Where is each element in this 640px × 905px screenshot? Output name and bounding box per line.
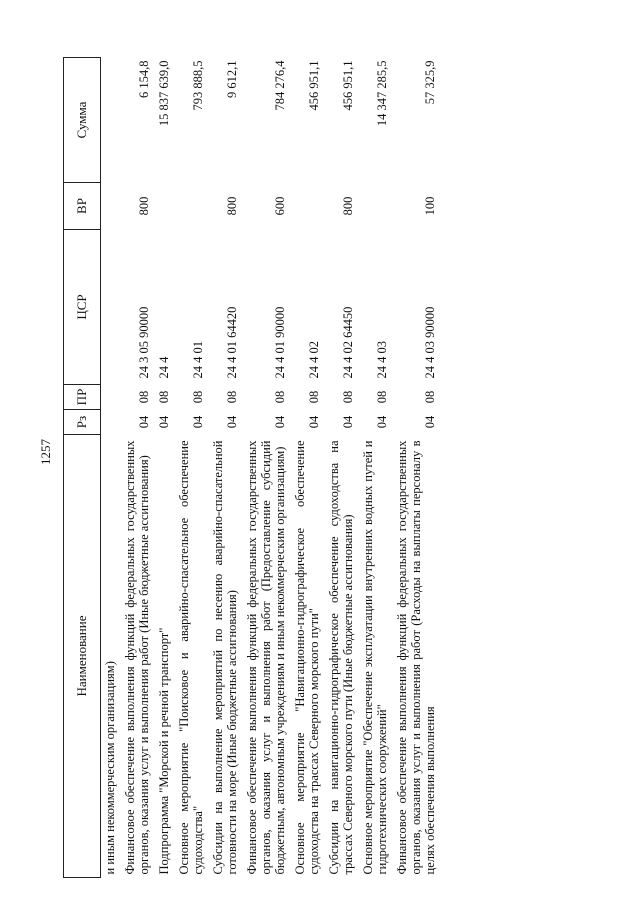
row-vr bbox=[361, 183, 395, 230]
table-row bbox=[157, 58, 177, 878]
table-row bbox=[177, 58, 211, 878]
row-sum: 784 276,4 bbox=[273, 60, 287, 111]
row-csr: 24 4 02 bbox=[307, 341, 321, 379]
row-pr: 08 bbox=[423, 390, 437, 404]
row-sum: 57 325,9 bbox=[423, 60, 437, 105]
row-rz: 04 bbox=[137, 415, 151, 429]
row-name: Субсидии на навигационно-гидрографическое обеспечение судоходства на трассах Северного морского пути (Иные бюджетные ассигнования) bbox=[327, 440, 355, 875]
row-csr bbox=[101, 230, 124, 385]
table-header-row bbox=[64, 58, 101, 878]
row-rz: 04 bbox=[273, 415, 287, 429]
row-sum: 14 347 285,5 bbox=[375, 60, 389, 127]
row-csr: 24 4 01 64420 bbox=[225, 306, 239, 379]
row-csr: 24 4 02 64450 bbox=[341, 306, 355, 379]
row-sum: 6 154,8 bbox=[137, 60, 151, 98]
row-sum: 9 612,1 bbox=[225, 60, 239, 98]
row-pr: 08 bbox=[191, 390, 205, 404]
budget-table-container bbox=[63, 58, 605, 878]
row-rz: 04 bbox=[225, 415, 239, 429]
table-row bbox=[293, 58, 327, 878]
row-sum: 793 888,5 bbox=[191, 60, 205, 111]
header-pr: ПР bbox=[64, 385, 101, 410]
row-name: и иным некоммерческим организациям) bbox=[103, 661, 117, 875]
row-sum bbox=[101, 58, 124, 183]
row-pr: 08 bbox=[375, 390, 389, 404]
row-rz: 04 bbox=[375, 415, 389, 429]
row-rz: 04 bbox=[307, 415, 321, 429]
row-vr bbox=[177, 183, 211, 230]
header-rz: Рз bbox=[64, 410, 101, 435]
row-rz: 04 bbox=[341, 415, 355, 429]
row-vr bbox=[101, 183, 124, 230]
row-rz: 04 bbox=[157, 415, 171, 429]
row-sum: 15 837 639,0 bbox=[157, 60, 171, 127]
table-row bbox=[211, 58, 245, 878]
row-name: Финансовое обеспечение выполнения функций федеральных государственных органов, оказания услуг и выполнения работ (Расходы на выплаты персоналу в целях обеспечения выполнения bbox=[395, 440, 437, 875]
header-sum: Сумма bbox=[64, 58, 101, 183]
row-vr: 800 bbox=[137, 196, 151, 216]
row-pr bbox=[101, 385, 124, 410]
header-csr: ЦСР bbox=[64, 230, 101, 385]
row-pr: 08 bbox=[341, 390, 355, 404]
row-vr bbox=[293, 183, 327, 230]
row-pr: 08 bbox=[137, 390, 151, 404]
budget-table bbox=[63, 57, 443, 878]
row-vr: 800 bbox=[225, 196, 239, 216]
row-pr: 08 bbox=[273, 390, 287, 404]
row-pr: 08 bbox=[307, 390, 321, 404]
page-number: 1257 bbox=[38, 439, 53, 465]
table-row bbox=[101, 58, 124, 878]
row-vr bbox=[157, 183, 177, 230]
row-name: Основное мероприятие "Обеспечение эксплуатации внутренних водных путей и гидротехнических сооружений" bbox=[361, 440, 389, 875]
row-name: Основное мероприятие "Поисковое и аварийно-спасательное обеспечение судоходства" bbox=[177, 440, 205, 875]
row-pr: 08 bbox=[225, 390, 239, 404]
row-rz: 04 bbox=[423, 415, 437, 429]
table-row bbox=[245, 58, 293, 878]
row-csr: 24 4 bbox=[157, 356, 171, 379]
table-row bbox=[395, 58, 443, 878]
row-name: Финансовое обеспечение выполнения функций федеральных государственных органов, оказания услуг и выполнения работ (Иные бюджетные ассигнования) bbox=[123, 440, 151, 875]
header-name: Наименование bbox=[64, 435, 101, 878]
row-name: Финансовое обеспечение выполнения функций федеральных государственных органов, оказания услуг и выполнения работ (Предоставление субсидий бюджетным, автономным учреждениям и иным некоммерческим организациям) bbox=[245, 440, 287, 875]
row-vr: 800 bbox=[341, 196, 355, 216]
table-row bbox=[361, 58, 395, 878]
row-csr: 24 4 01 90000 bbox=[273, 306, 287, 379]
row-vr: 100 bbox=[423, 196, 437, 216]
row-rz: 04 bbox=[191, 415, 205, 429]
table-row bbox=[327, 58, 361, 878]
row-csr: 24 4 03 bbox=[375, 341, 389, 379]
header-vr: ВР bbox=[64, 183, 101, 230]
row-name: Субсидии на выполнение мероприятий по несению аварийно-спасательной готовности на море (Иные бюджетные ассигнования) bbox=[211, 440, 239, 875]
row-rz bbox=[101, 410, 124, 435]
row-csr: 24 3 05 90000 bbox=[137, 306, 151, 379]
row-csr: 24 4 01 bbox=[191, 341, 205, 379]
table-row bbox=[123, 58, 157, 878]
row-name: Основное мероприятие "Навигационно-гидрографическое обеспечение судоходства на трассах Северного морского пути" bbox=[293, 440, 321, 875]
row-sum: 456 951,1 bbox=[307, 60, 321, 111]
row-name: Подпрограмма "Морской и речной транспорт" bbox=[157, 627, 171, 875]
row-csr: 24 4 03 90000 bbox=[423, 306, 437, 379]
row-sum: 456 951,1 bbox=[341, 60, 355, 111]
row-vr: 600 bbox=[273, 196, 287, 216]
row-pr: 08 bbox=[157, 390, 171, 404]
